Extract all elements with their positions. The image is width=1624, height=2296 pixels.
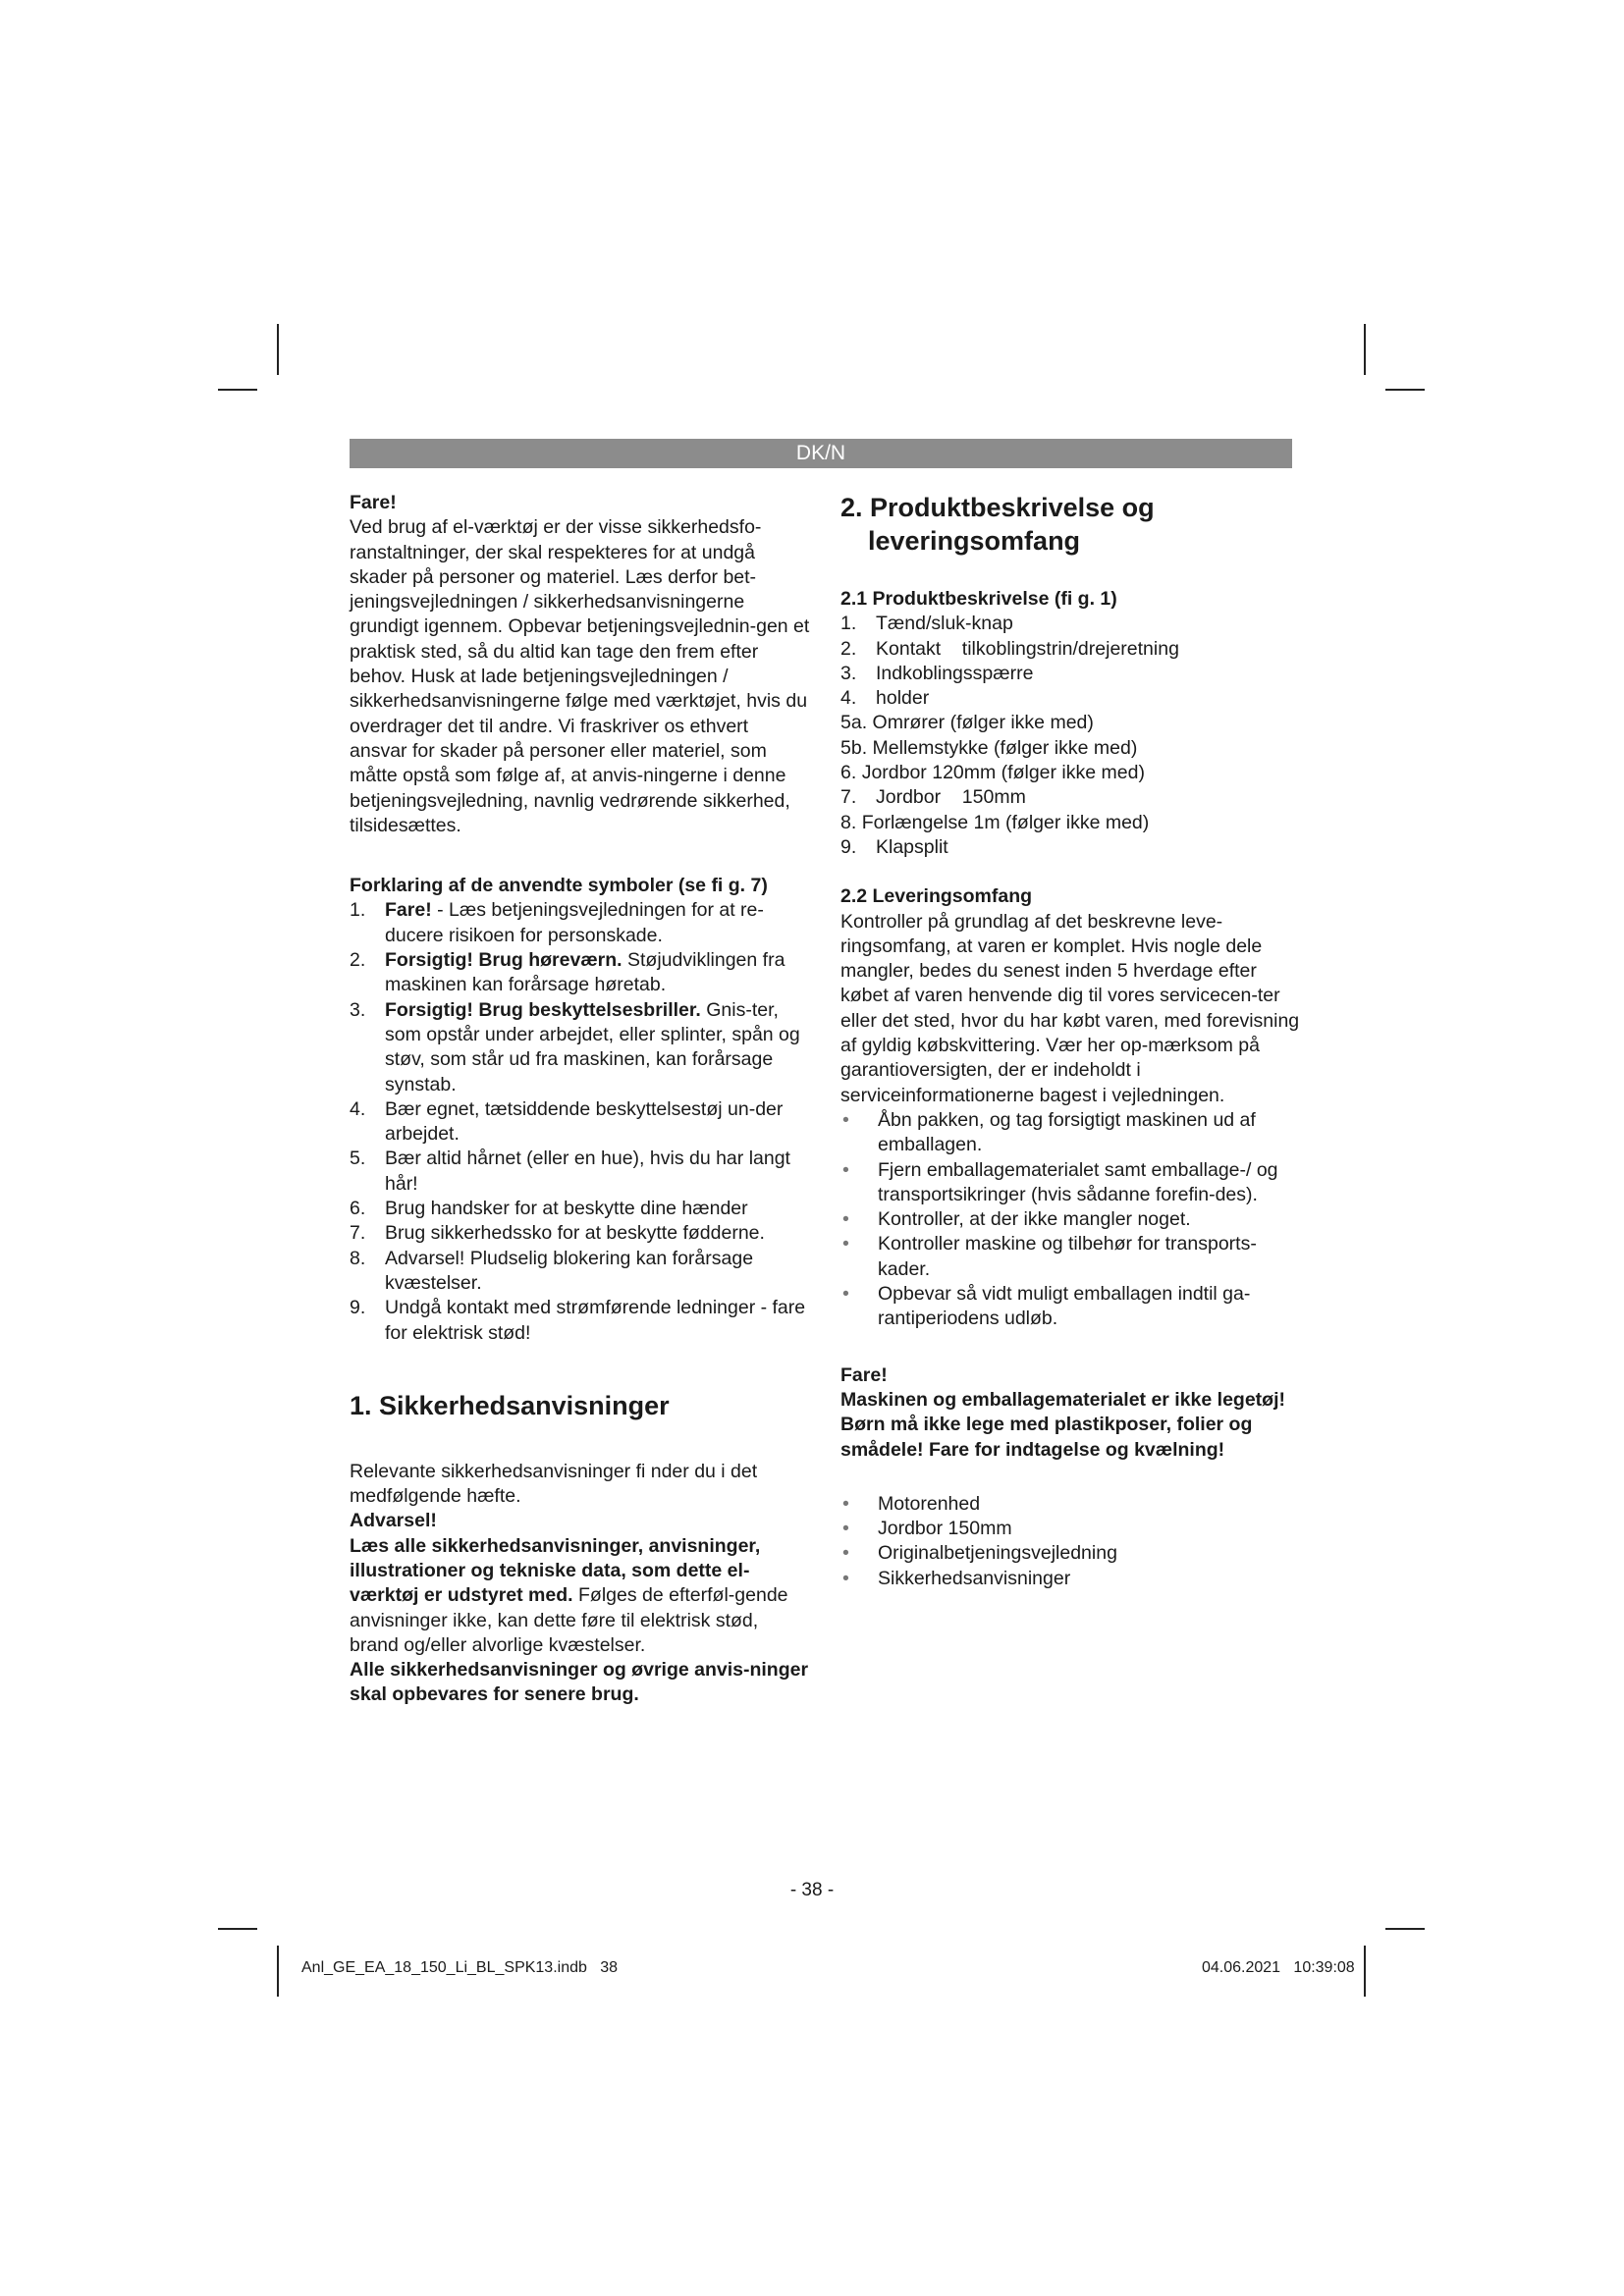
- list-item: 9. Klapsplit: [840, 835, 948, 858]
- list-item: 5a. Omrører (følger ikke med): [840, 712, 1094, 734]
- bullet-icon: •: [842, 1208, 849, 1231]
- section1-heading: 1. Sikkerhedsanvisninger: [350, 1390, 670, 1420]
- symbols-list: [350, 898, 811, 1345]
- list-item: 6. Jordbor 120mm (følger ikke med): [840, 762, 1145, 784]
- bullet-icon: •: [842, 1158, 849, 1181]
- warning-paragraph: Læs alle sikkerhedsanvisninger, anvisninger, illustrationer og tekniske data, som dette el-værktøj er udstyret med. Følges de efterføl-gende anvisninger ikke, kan dette føre til elektrisk stød, brand og/eller alvorlige kvæstelser.: [350, 1534, 788, 1656]
- left-column: [350, 491, 811, 1708]
- danger2-text: Maskinen og emballagematerialet er ikke legetøj! Børn må ikke lege med plastikposer, folier og smådele! Fare for indtagelse og kvælning!: [840, 1388, 1286, 1461]
- list-item: • Motorenhed: [840, 1492, 1302, 1517]
- warning-label: Advarsel!: [350, 1510, 437, 1532]
- section1-intro: Relevante sikkerhedsanvisninger fi nder du i det medfølgende hæfte.: [350, 1460, 758, 1508]
- danger-text: Ved brug af el-værktøj er der visse sikkerhedsfo-ranstaltninger, der skal respekteres for at undgå skader på personer og materiel. Læs derfor bet-jeningsvejledningen / sikkerhedsanvisningerne grundigt igennem. Opbevar betjeningsvejlednin-gen et praktisk sted, så du altid kan tage den frem efter behov. Husk at lade betjeningsvejledningen / sikkerhedsanvisningerne følge med værktøjet, hvis du overdrager det til andre. Vi fraskriver os ethvert ansvar for skader på personer eller materiel, som måtte opstå som følge af, at anvis-ningerne i denne betjeningsvejledning, navnlig vedrørende sikkerhed, tilsidesættes.: [350, 516, 810, 836]
- list-item: • Fjern emballagematerialet samt emballage-/ og transportsikringer (hvis sådanne forefin-des).: [842, 1158, 1278, 1205]
- list-item: 7. Brug sikkerhedssko for at beskytte fødderne.: [350, 1222, 765, 1245]
- contents-list: [840, 1492, 1302, 1591]
- language-header-bar: [350, 439, 1292, 468]
- section2-heading-line1: 2. Produktbeskrivelse og: [840, 493, 1155, 522]
- list-item: • Sikkerhedsanvisninger: [840, 1567, 1302, 1591]
- product-description-title: 2.1 Produktbeskrivelse (fi g. 1): [840, 588, 1117, 610]
- page-number: - 38 -: [789, 1880, 835, 1900]
- bullet-icon: •: [842, 1567, 849, 1589]
- list-item: • Opbevar så vidt muligt emballagen indtil ga-rantiperiodens udløb.: [842, 1283, 1251, 1330]
- danger2-title: Fare!: [840, 1363, 888, 1386]
- crop-mark: [218, 389, 257, 391]
- list-item: • Originalbetjeningsvejledning: [840, 1541, 1302, 1566]
- crop-mark: [1385, 1928, 1425, 1930]
- crop-mark: [1364, 1946, 1366, 1997]
- list-item: 3. Indkoblingsspærre: [840, 662, 1034, 684]
- bullet-icon: •: [842, 1492, 849, 1515]
- list-item: 7. Jordbor 150mm: [840, 786, 1026, 809]
- list-item: 8. Advarsel! Pludselig blokering kan forårsage kvæstelser.: [350, 1247, 754, 1294]
- list-item: 5. Bær altid hårnet (eller en hue), hvis du har langt hår!: [350, 1148, 790, 1195]
- delivery-scope-text: Kontroller på grundlag af det beskrevne leve-ringsomfang, at varen er komplet. Hvis nogle dele mangler, bedes du senest inden 5 hverdage efter købet af varen henvende dig til vores servicecen-ter eller det sted, hvor du har købt varen, med forevisning af gyldig købskvittering. Vær her op-mærksom på garantioversigten, der er indeholdt i serviceinformationerne bagest i vejledningen.: [840, 910, 1300, 1106]
- delivery-scope-title: 2.2 Leveringsomfang: [840, 885, 1033, 908]
- bullet-icon: •: [842, 1233, 849, 1255]
- list-item: 1. Fare! - Læs betjeningsvejledningen for at re-ducere risikoen for personskade.: [350, 899, 764, 946]
- file-name: Anl_GE_EA_18_150_Li_BL_SPK13.indb 38: [301, 1959, 619, 1976]
- list-item: 4. Bær egnet, tætsiddende beskyttelsestøj un-der arbejdet.: [350, 1097, 784, 1146]
- list-item: • Kontroller maskine og tilbehør for transports-kader.: [842, 1233, 1257, 1280]
- list-item: 5b. Mellemstykke (følger ikke med): [840, 736, 1138, 759]
- list-item: 6. Brug handsker for at beskytte dine hænder: [350, 1198, 748, 1220]
- danger-title: Fare!: [350, 492, 397, 513]
- bullet-icon: •: [842, 1518, 849, 1540]
- crop-mark: [218, 1928, 257, 1930]
- list-item: • Åbn pakken, og tag forsigtigt maskinen ud af emballagen.: [842, 1108, 1256, 1156]
- list-item: • Jordbor 150mm: [840, 1517, 1302, 1541]
- list-item: 9. Undgå kontakt med strømførende ledninger - fare for elektrisk stød!: [350, 1297, 806, 1344]
- list-item: 8. Forlængelse 1m (følger ikke med): [840, 811, 1150, 833]
- symbols-title: Forklaring af de anvendte symboler (se fi g. 7): [350, 875, 768, 897]
- list-item: 2. Kontakt tilkoblingstrin/drejeretning: [840, 637, 1179, 660]
- section2-heading-line2: leveringsomfang: [868, 526, 1081, 556]
- parts-list: [840, 612, 1302, 860]
- unpacking-steps-list: [840, 1108, 1302, 1332]
- keep-instructions-text: Alle sikkerhedsanvisninger og øvrige anvis-ninger skal opbevares for senere brug.: [350, 1659, 809, 1706]
- list-item: • Kontroller, at der ikke mangler noget.: [840, 1207, 1302, 1232]
- right-column: [840, 491, 1302, 1591]
- language-tag: DK/N: [795, 442, 846, 464]
- list-item: 1. Tænd/sluk-knap: [840, 613, 1013, 635]
- timestamp: 04.06.2021 10:39:08: [1202, 1959, 1355, 1976]
- bullet-icon: •: [842, 1108, 849, 1131]
- list-item: 3. Forsigtig! Brug beskyttelsesbriller. Gnis-ter, som opstår under arbejdet, eller splinter, spån og støv, som står ud fra maskinen, kan forårsage synstab.: [350, 998, 800, 1095]
- crop-mark: [1364, 324, 1366, 375]
- bullet-icon: •: [842, 1542, 849, 1565]
- crop-mark: [1385, 389, 1425, 391]
- list-item: 2. Forsigtig! Brug høreværn. Støjudviklingen fra maskinen kan forårsage høretab.: [350, 949, 785, 996]
- crop-mark: [277, 324, 279, 375]
- crop-mark: [277, 1946, 279, 1997]
- list-item: 4. holder: [840, 687, 930, 710]
- bullet-icon: •: [842, 1283, 849, 1306]
